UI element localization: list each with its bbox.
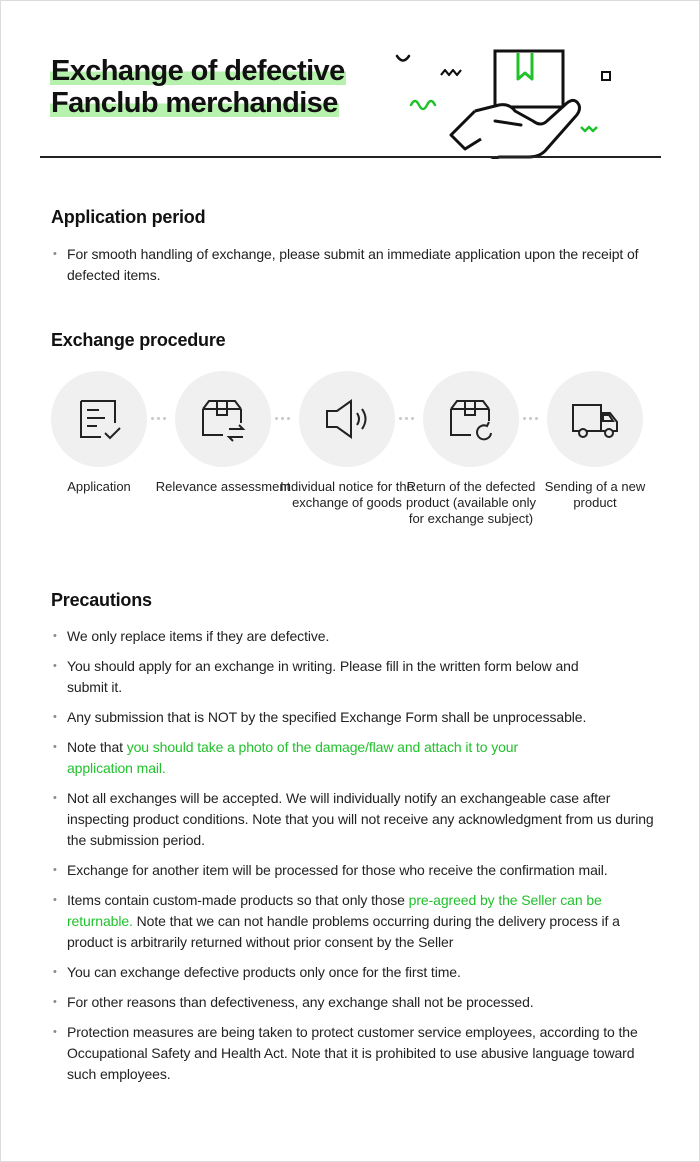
step-label: Individual notice for the exchange of goods xyxy=(280,479,414,510)
step-connector xyxy=(399,417,423,421)
step-circle xyxy=(51,371,147,467)
hero-header xyxy=(1,1,699,161)
list-item: • Protection measures are being taken to protect customer service employees, according to the Occupational Safety and Health Act. Note that it is prohibited to use abusive language toward such employees. xyxy=(51,1022,661,1085)
section-heading-exchange-procedure: Exchange procedure xyxy=(51,330,226,350)
step-sending-new-product xyxy=(544,371,646,510)
list-item: • Note that you should take a photo of the damage/flaw and attach it to your application mail. xyxy=(51,737,661,779)
box-exchange-icon xyxy=(199,395,247,443)
list-item: • For other reasons than defectiveness, any exchange shall not be processed. xyxy=(51,992,661,1013)
list-item: • For smooth handling of exchange, please submit an immediate application upon the receipt of defected items. xyxy=(51,244,661,286)
hand-holding-box-icon xyxy=(391,41,631,159)
section-heading-precautions: Precautions xyxy=(51,590,152,610)
step-connector xyxy=(151,417,175,421)
document-check-icon xyxy=(75,395,123,443)
step-connector xyxy=(523,417,547,421)
step-application xyxy=(51,371,147,494)
highlight-text: you should take a photo of the damage/flaw and attach it to your application mail. xyxy=(67,739,519,776)
header-divider xyxy=(40,156,661,158)
list-item: • Items contain custom-made products so that only those pre-agreed by the Seller can be returnable. Note that we can not handle problems occurring during the delivery process if a product is arbitrarily returned without prior consent by the Seller xyxy=(51,890,661,953)
step-circle xyxy=(299,371,395,467)
exchange-procedure-steps xyxy=(51,371,651,551)
list-item: • Exchange for another item will be processed for those who receive the confirmation mail. xyxy=(51,860,661,881)
list-item: • Any submission that is NOT by the specified Exchange Form shall be unprocessable. xyxy=(51,707,661,728)
precautions-list xyxy=(51,626,661,1085)
step-circle xyxy=(423,371,519,467)
step-circle xyxy=(175,371,271,467)
page-title-line-1: Exchange of defective xyxy=(51,55,345,87)
step-label: Sending of a new product xyxy=(544,479,646,510)
list-item: • We only replace items if they are defective. xyxy=(51,626,661,647)
application-period-list xyxy=(51,244,661,286)
step-label: Return of the defected product (available only for exchange subject) xyxy=(405,479,537,526)
speaker-icon xyxy=(323,395,371,443)
section-heading-application-period: Application period xyxy=(51,207,206,227)
step-circle xyxy=(547,371,643,467)
list-item: • You should apply for an exchange in writing. Please fill in the written form below and submit it. xyxy=(51,656,661,698)
page-title-line-2: Fanclub merchandise xyxy=(51,87,338,119)
step-connector xyxy=(275,417,299,421)
step-label: Application xyxy=(67,479,131,494)
list-item: • Not all exchanges will be accepted. We will individually notify an exchangeable case after inspecting product conditions. Note that you will not receive any acknowledgment from us during the submission period. xyxy=(51,788,661,851)
box-return-icon xyxy=(447,395,495,443)
list-item: • You can exchange defective products only once for the first time. xyxy=(51,962,661,983)
step-individual-notice xyxy=(280,371,414,510)
step-relevance-assessment xyxy=(155,371,291,494)
step-label: Relevance assessment xyxy=(155,479,291,494)
truck-icon xyxy=(571,395,619,443)
highlight-text: pre-agreed by the Seller can be returnable. xyxy=(67,892,602,929)
step-return-defected-product xyxy=(405,371,537,526)
